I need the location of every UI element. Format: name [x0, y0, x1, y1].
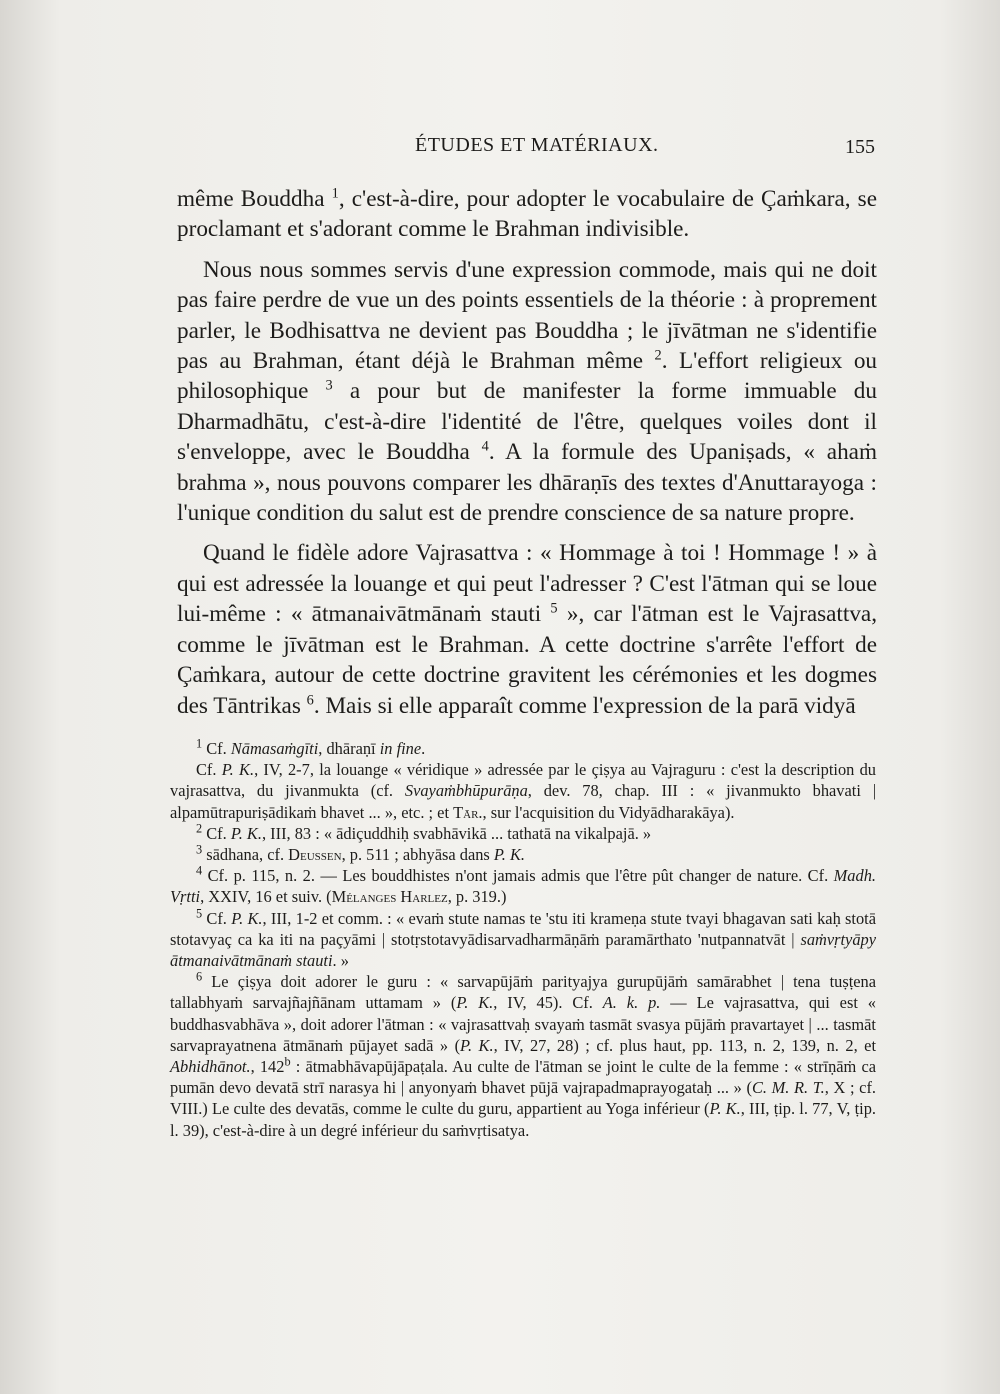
body-text	[177, 184, 877, 721]
footnote-number: 1	[196, 736, 203, 751]
footnote-ref: 4	[481, 438, 489, 455]
footnote-number: 4	[196, 863, 203, 878]
running-head	[0, 134, 1000, 164]
italic-text: P. K.	[231, 908, 263, 928]
paragraph-self-recognition: Nous nous sommes servis d'une expression commode, mais qui ne doit pas faire perdre de vue un des points essentiels de la théorie : à proprement parler, le Bodhisattva ne devient pas Bouddha ; le jīvātman ne s'identifie pas au Brahman, étant déjà le Brahman même $^2$. L'effort religieux ou philosophique $^3$ a pour but de manifester la forme immuable du Dharmadhātu, c'est-à-dire l'identité de l'être, quelques voiles dont il s'enveloppe, avec le Bouddha $^4$. A la formule des Upaniṣads, « ahaṁ brahma », nous pouvons comparer les dhāraṇīs des textes d'Anuttarayoga : l'unique condition du salut est de prendre conscience de sa nature propre.	[177, 256, 878, 527]
paragraph-continued: même Bouddha $^1$, c'est-à-dire, pour adopter le vocabulaire de Çaṁkara, se proclamant et s'adorant comme le Brahman indivisible.	[177, 185, 877, 243]
italic-text: P. K.	[456, 993, 494, 1013]
small-caps-text: Tār.	[453, 802, 483, 822]
italic-text: Abhidhānot.	[170, 1057, 251, 1077]
paragraph-vajrasattva: Quand le fidèle adore Vajrasattva : « Hommage à toi ! Hommage ! » à qui est adressée la louange et qui peut l'adresser ? C'est l'ātman qui se loue lui-même : « ātmanaivātmānaṁ stauti $^5$ », car l'ātman est le Vajrasattva, comme le jīvātman est le Brahman. A cette doctrine s'arrête l'effort de Çaṁkara, autour de cette doctrine gravitent les cérémonies et les dogmes des Tāntrikas $^6$. Mais si elle apparaît comme l'expression de la parā vidyā	[177, 540, 878, 719]
italic-text: P. K.	[709, 1099, 741, 1119]
italic-text: P. K.	[460, 1035, 494, 1055]
footnote-number: b	[284, 1054, 291, 1069]
footnote-2: $^2$ Cf. P. K., III, 83 : « ādiçuddhiḥ svabhāvikā ... tathatā na vikalpajā. »	[196, 821, 652, 843]
footnote-number: 2	[196, 821, 203, 836]
italic-text: C. M. R. T.	[751, 1078, 825, 1098]
footnote-4: $^4$ Cf. p. 115, n. 2. — Les bouddhistes n'ont jamais admis que l'être pût changer de nature. Cf. Madh. Vṛtti, XXIV, 16 et suiv. (Mélanges Harlez, p. 319.)	[170, 863, 876, 907]
footnote-1-continued: Cf. P. K., IV, 2-7, la louange « véridique » adressée par le çiṣya au Vajraguru : c'est la description du vajrasattva, du jivanmukta (cf. Svayaṁbhūpurāṇa, dev. 78, chap. III : « jivanmukto bhavati | alpamūtrapuriṣādikaṁ bhavet ... », etc. ; et Tār., sur l'acquisition du Vidyādharakāya).	[170, 760, 876, 822]
italic-text: Svayaṁbhūpurāṇa	[404, 781, 528, 801]
footnote-number: 3	[196, 842, 203, 857]
footnote-number: 5	[196, 906, 203, 921]
footnotes	[170, 738, 876, 1141]
italic-text: saṁvṛtyāpy ātmanaivātmānaṁ stauti	[170, 929, 876, 971]
footnote-ref: 5	[550, 600, 558, 617]
running-title: ÉTUDES ET MATÉRIAUX.	[415, 134, 659, 156]
small-caps-text: Deussen	[288, 845, 342, 865]
italic-text: Nāmasaṁgīti	[230, 739, 319, 758]
footnote-5: $^5$ Cf. P. K., III, 1-2 et comm. : « evaṁ stute namas te 'stu iti krameṇa stute tvayi bhagavan sati kaḥ stotā stotavyaç ca ka iti na paçyāmi | stotṛstotavyādisarvadharmāṇāṁ paramārthato 'nutpannatvāt | saṁvṛtyāpy ātmanaivātmānaṁ stauti. »	[170, 906, 877, 971]
italic-text: P. K.	[221, 760, 255, 780]
footnote-1: $^1$ Cf. Nāmasaṁgīti, dhāraṇī in fine.	[196, 736, 426, 758]
footnote-3: $^3$ sādhana, cf. Deussen, p. 511 ; abhyāsa dans P. K.	[196, 842, 526, 865]
footnote-ref: 6	[306, 691, 314, 708]
page-number: 155	[845, 136, 875, 158]
footnote-ref: 2	[654, 347, 662, 364]
footnote-ref: 1	[331, 185, 339, 202]
italic-text: Madh. Vṛtti	[170, 866, 876, 907]
small-caps-text: Mélanges Harlez	[331, 887, 448, 907]
footnote-6: $^6$ Le çiṣya doit adorer le guru : « sarvapūjāṁ parityajya gurupūjāṁ samārabhet | tena tuṣṭena tallabhyaṁ sarvajñajñānam uttamam » (P. K., IV, 45). Cf. A. k. p. — Le vajrasattva, qui est « buddhasvabhāva », doit adorer l'ātman : « vajrasattvaḥ svayaṁ tasmāt svasya pūjāṁ pravartayet | ... tasmāt sarvaprayatnena ātmānaṁ pūjayet sadā » (P. K., IV, 27, 28) ; cf. plus haut, pp. 113, n. 2, 139, n. 2, et Abhidhānot., 142$^b$ : ātmabhāvapūjāpaṭala. Au culte de l'ātman se joint le culte de la femme : « strīṇāṁ ca pumān devo devatā strī narasya hi | anyonyaṁ bhavet pūjā vajrapadmaprayogataḥ ... » (C. M. R. T., X ; cf. VIII.) Le culte des devatās, comme le culte du guru, appartient au Yoga inférieur (P. K., III, ṭip. l. 77, V, ṭip. l. 39), c'est-à-dire à un degré inférieur du saṁvṛtisatya.	[170, 969, 877, 1140]
italic-text: A. k. p.	[602, 993, 661, 1013]
footnote-number: 6	[196, 969, 203, 984]
footnote-ref: 3	[325, 377, 333, 394]
italic-text: P. K.	[493, 845, 526, 865]
italic-text: in fine	[379, 739, 422, 758]
italic-text: P. K.	[230, 823, 262, 843]
